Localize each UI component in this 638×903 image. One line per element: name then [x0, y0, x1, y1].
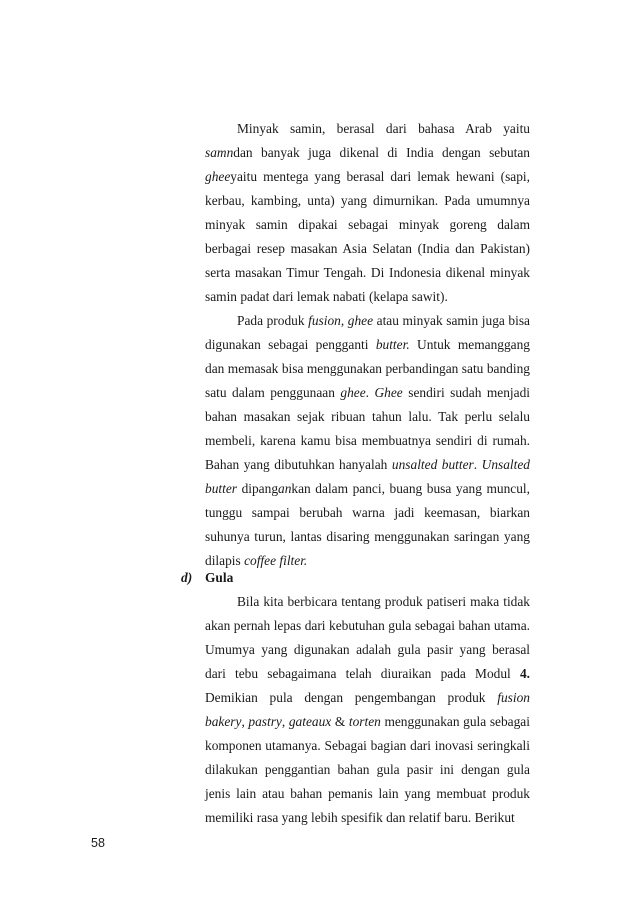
text-run: unsalted butter: [391, 457, 474, 472]
text-run: coffee filter.: [244, 553, 308, 568]
paragraph-gula: [205, 590, 530, 830]
text-run: yaitu mentega yang berasal dari lemak hewani (sapi, kerbau, kambing, unta) yang dimurnikan. Pada umumnya minyak samin dipakai sebagai minyak goreng dalam berbagai resep masakan Asia Selatan (India dan Pakistan) serta masakan Timur Tengah. Di Indonesia dikenal minyak samin padat dari lemak nabati (kelapa sawit).: [205, 169, 530, 304]
section-letter: d): [181, 570, 193, 585]
text-run: sendiri sudah menjadi bahan masakan sejak ribuan tahun lalu. Tak perlu selalu membeli, karena kamu bisa membuatnya sendiri di rumah. Bahan yang dibutuhkan hanyalah: [205, 385, 530, 472]
page-number: 58: [91, 836, 105, 850]
section-title: Gula: [205, 570, 234, 585]
text-run: dipang: [237, 481, 279, 496]
text-run: ghee: [340, 385, 366, 400]
text-run: ,: [281, 714, 289, 729]
text-run: torten: [348, 714, 381, 729]
text-run: ghee: [347, 313, 374, 328]
text-run: atau minyak samin juga bisa digunakan sebagai pengganti: [205, 313, 530, 352]
text-block-gula: [205, 590, 530, 830]
text-run: pastry: [248, 714, 282, 729]
text-run: kan dalam panci, buang busa yang muncul, tunggu sampai berubah warna jadi keemasan, biarkan suhunya turun, lantas disaring menggunakan saringan yang dilapis: [205, 481, 531, 568]
text-block-ghee: [205, 117, 530, 573]
text-run: butter.: [375, 337, 410, 352]
text-run: menggunakan gula sebagai komponen utamanya. Sebagai bagian dari inovasi seringkali dilakukan penggantian bahan gula pasir ini dengan gula jenis lain atau bahan pemanis lain yang membuat produk memiliki rasa yang lebih spesifik dan relatif baru. Berikut: [205, 714, 530, 825]
text-run: gateaux: [288, 714, 332, 729]
paragraph-minyak-samin: [205, 117, 530, 309]
text-run: .: [473, 457, 482, 472]
text-run: Untuk memanggang dan memasak bisa menggunakan perbandingan satu banding satu dalam penggunaan: [205, 337, 531, 400]
text-run: Demikian pula dengan pengembangan produk: [205, 690, 498, 705]
text-run: ghee: [205, 169, 231, 184]
text-run: samn: [205, 145, 234, 160]
text-run: Unsalted butter: [205, 457, 531, 496]
text-run: .: [365, 385, 375, 400]
text-run: &: [331, 714, 349, 729]
text-run: fusion: [308, 313, 341, 328]
section-heading-gula: [181, 566, 233, 590]
text-run: Ghee: [374, 385, 403, 400]
text-run: Bila kita berbicara tentang produk patiseri maka tidak akan pernah lepas dari kebutuhan gula sebagai bahan utama. Umumya yang digunakan adalah gula pasir yang berasal dari tebu sebagaimana telah diuraikan pada Modul: [205, 594, 530, 681]
text-run: Pada produk: [237, 313, 309, 328]
text-run: fusion bakery: [205, 690, 530, 729]
text-run: 4.: [519, 666, 530, 681]
text-run: dan banyak juga dikenal di India dengan sebutan: [233, 145, 530, 160]
text-run: ,: [241, 714, 249, 729]
text-run: ,: [340, 313, 348, 328]
text-run: Minyak samin, berasal dari bahasa Arab yaitu: [237, 121, 530, 136]
text-run: an: [278, 481, 292, 496]
paragraph-ghee-fusion: [205, 309, 530, 573]
